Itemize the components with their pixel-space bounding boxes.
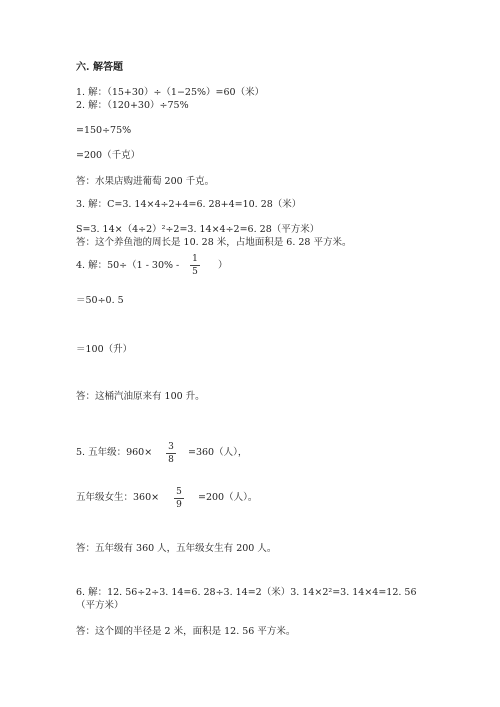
q3-line2: S=3. 14×（4÷2）²÷2=3. 14×4÷2=6. 28（平方米） bbox=[76, 224, 320, 235]
q5-fraction-2 bbox=[174, 487, 184, 510]
q5-line2-prefix: 五年级女生：360× bbox=[76, 492, 160, 503]
q4-line2: ＝50÷0. 5 bbox=[76, 295, 124, 306]
q5-line2-suffix: =200（人）。 bbox=[198, 492, 258, 503]
q6-answer: 答：这个圆的半径是 2 米，面积是 12. 56 平方米。 bbox=[76, 626, 296, 637]
q1-line1: 1. 解：（15+30）÷（1−25%）=60（米） bbox=[76, 87, 265, 98]
q3-answer: 答：这个养鱼池的周长是 10. 28 米，占地面积是 6. 28 平方米。 bbox=[76, 237, 352, 248]
q2-line3: =200（千克） bbox=[76, 150, 141, 161]
q5-fraction-1-denominator: 8 bbox=[168, 455, 174, 465]
q5-fraction-1 bbox=[166, 442, 176, 465]
q4-fraction-bar bbox=[190, 265, 200, 266]
q4-line1-suffix: ） bbox=[218, 260, 228, 271]
q5-line1-prefix: 5. 五年级：960× bbox=[76, 447, 153, 458]
q3-line1: 3. 解：C=3. 14×4÷2+4=6. 28+4=10. 28（米） bbox=[76, 199, 302, 210]
q5-fraction-2-numerator: 5 bbox=[176, 487, 182, 497]
q2-line2: =150÷75% bbox=[76, 125, 132, 136]
section-title: 六. 解答题 bbox=[76, 62, 123, 73]
q4-line1-prefix: 4. 解：50÷（1 - 30% - bbox=[76, 260, 180, 271]
q2-line1: 2. 解：（120+30）÷75% bbox=[76, 100, 189, 111]
q5-fraction-2-denominator: 9 bbox=[176, 500, 182, 510]
q5-fraction-2-bar bbox=[174, 498, 184, 499]
q4-fraction-numerator: 1 bbox=[192, 254, 198, 264]
q4-line3: ＝100（升） bbox=[76, 344, 133, 355]
q2-answer: 答：水果店购进葡萄 200 千克。 bbox=[76, 176, 215, 187]
q5-fraction-1-bar bbox=[166, 453, 176, 454]
q5-line1-suffix: =360（人）， bbox=[188, 447, 248, 458]
q4-fraction bbox=[190, 254, 200, 277]
q4-fraction-denominator: 5 bbox=[192, 267, 198, 277]
q4-answer: 答：这桶汽油原来有 100 升。 bbox=[76, 391, 205, 402]
q5-answer: 答：五年级有 360 人，五年级女生有 200 人。 bbox=[76, 543, 277, 554]
q5-fraction-1-numerator: 3 bbox=[168, 442, 174, 452]
q6-line1: 6. 解：12. 56÷2÷3. 14=6. 28÷3. 14=2（米）3. 14×2²=3. 14×4=12. 56（平方米） bbox=[76, 587, 417, 611]
